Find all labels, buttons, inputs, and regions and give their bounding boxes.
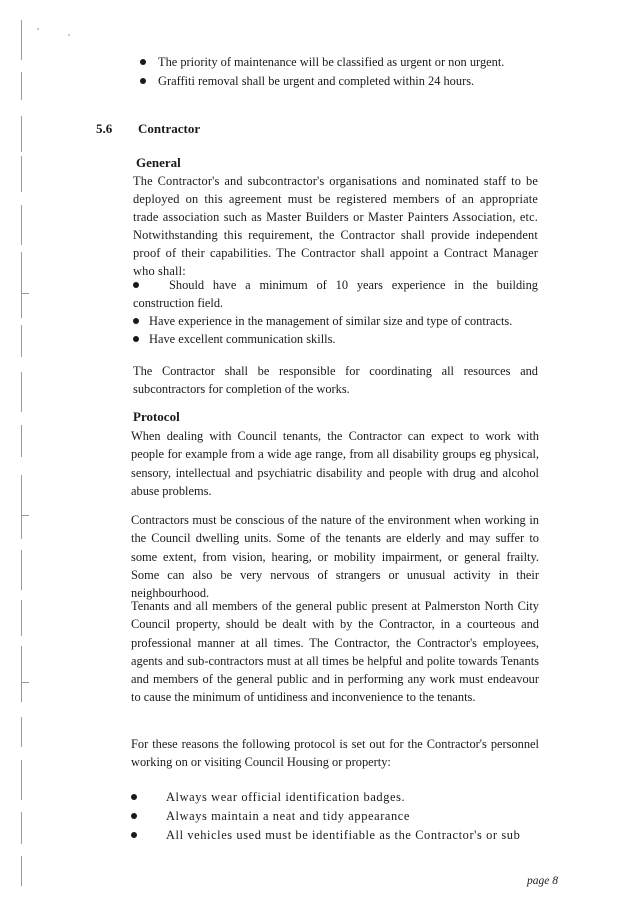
protocol-paragraph-3: Tenants and all members of the general public present at Palmerston North City Council property, should be dealt with by the Contractor, in a courteous and professional manner at all times. The Contractor, the Contractor's employees, agents and sub-contractors must at all times be helpful and polite towards Tenants and members of the general public and in performing any work must endeavour to cause the minimum of untidiness and inconvenience to the tenants. [131,599,539,705]
scan-speck [68,34,70,36]
protocol-paragraph-4: For these reasons the following protocol is set out for the Contractor's personnel working on or visiting Council Housing or property: [131,737,539,770]
protocol-heading: Protocol [133,409,180,424]
general-intro-paragraph: The Contractor's and subcontractor's organisations and nominated staff to be deployed on this agreement must be registered members of an appropriate trade association such as Master Builders or Master Painters Association, etc. Notwithstanding this requirement, the Contractor shall provide independent proof of their capabilities. The Contractor shall appoint a Contract Manager who shall: [133,174,538,278]
protocol-bullet-item: Always wear official identification badges. [131,788,539,806]
bullet-dot-icon [131,794,137,800]
section-title: Contractor [138,121,201,136]
general-bullet-item: Should have a minimum of 10 years experience in the building construction field. [133,278,538,310]
top-bullet-item: Graffiti removal shall be urgent and completed within 24 hours. [140,72,474,90]
protocol-bullet-item: All vehicles used must be identifiable as the Contractor's or sub [131,826,539,844]
scan-margin-marks [14,20,28,890]
bullet-dot-icon [131,813,137,819]
protocol-paragraph-1: When dealing with Council tenants, the Contractor can expect to work with people for example from a wide age range, from all disability groups eg physical, sensory, intellectual and psychiatric disability and people with drug and alcohol abuse problems. [131,429,539,498]
bullet-dot-icon [133,318,139,324]
bullet-dot-icon [140,78,146,84]
protocol-paragraph-2: Contractors must be conscious of the nature of the environment when working in the Council dwelling units. Some of the tenants are elderly and may suffer to some extent, from vision, hearing, or mobility impairment, or general frailty. Some can also be very nervous of strangers or unusual activity in their neighbourhood. [131,513,539,601]
general-closing-paragraph: The Contractor shall be responsible for coordinating all resources and subcontractors for completion of the works. [133,364,538,396]
general-heading: General [136,155,181,170]
bullet-dot-icon [133,282,139,288]
bullet-dot-icon [131,832,137,838]
bullet-dot-icon [140,59,146,65]
bullet-dot-icon [133,336,139,342]
page-number: page 8 [527,875,558,887]
section-number: 5.6 [96,121,113,136]
general-bullet-item: Have experience in the management of similar size and type of contracts. [133,312,538,330]
protocol-bullet-item: Always maintain a neat and tidy appearance [131,807,539,825]
top-bullet-item: The priority of maintenance will be classified as urgent or non urgent. [140,53,504,71]
scan-speck [37,28,39,30]
general-bullet-item: Have excellent communication skills. [133,330,538,348]
